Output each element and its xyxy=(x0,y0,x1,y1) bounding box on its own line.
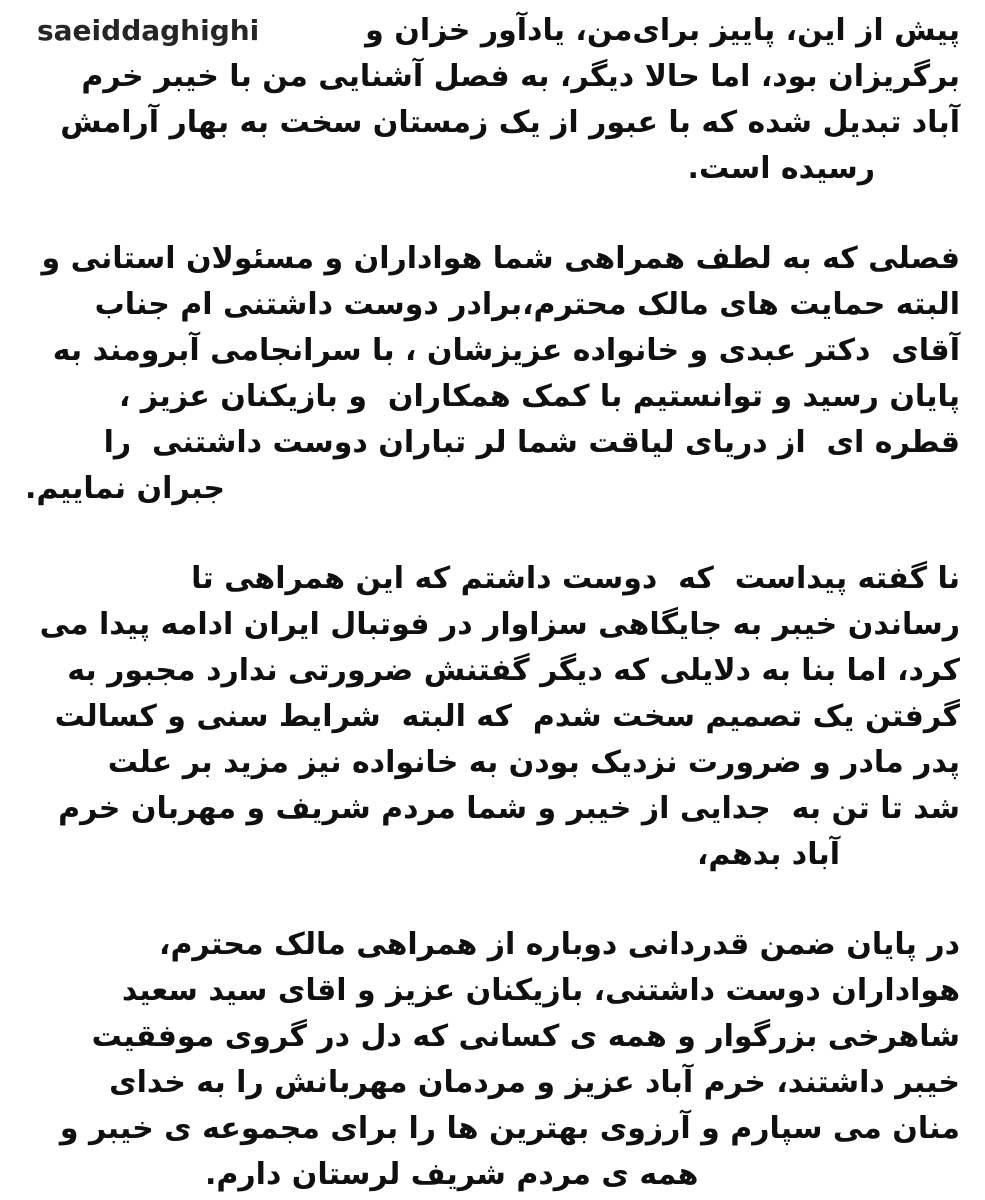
caption-paragraph xyxy=(25,556,960,878)
caption-line: آقای دکتر عبدی و خانواده عزیزشان ، با سرانجامی آبرومند به xyxy=(52,333,960,368)
caption-line: پایان رسید و توانستیم با کمک همکاران و بازیکنان عزیز ، xyxy=(118,379,960,414)
caption-line: رسیده است. xyxy=(687,151,875,186)
caption-body xyxy=(25,54,960,1198)
caption-line: البته حمایت های مالک محترم،برادر دوست داشتنی ام جناب xyxy=(94,287,960,322)
caption-paragraph xyxy=(25,922,960,1198)
caption-line: همه ی مردم شریف لرستان دارم. xyxy=(205,1157,699,1192)
caption-line: آباد تبدیل شده که با عبور از یک زمستان سخت به بهار آرامش xyxy=(60,105,960,140)
caption-line: قطره ای از دریای لیاقت شما لر تباران دوست داشتنی را xyxy=(103,425,960,460)
caption-line: نا گفته پیداست که دوست داشتم که این همراهی تا xyxy=(191,561,960,596)
caption-line: برگریزان بود، اما حالا دیگر، به فصل آشنایی من با خیبر خرم xyxy=(81,59,960,94)
caption-line: فصلی که به لطف همراهی شما هواداران و مسئولان استانی و xyxy=(41,241,960,276)
caption-line: گرفتن یک تصمیم سخت شدم که البته شرایط سنی و کسالت xyxy=(54,699,960,734)
caption-line: منان می سپارم و آرزوی بهترین ها را برای مجموعه ی خیبر و xyxy=(59,1111,960,1146)
caption-line: رساندن خیبر به جایگاهی سزاوار در فوتبال ایران ادامه پیدا می xyxy=(39,607,960,642)
caption-first-row xyxy=(25,8,960,54)
caption-line: در پایان ضمن قدردانی دوباره از همراهی مالک محترم، xyxy=(159,927,960,962)
caption-line: پدر مادر و ضرورت نزدیک بودن به خانواده نیز مزید بر علت xyxy=(107,745,960,780)
caption-line: جبران نماییم. xyxy=(25,471,225,506)
caption-paragraph xyxy=(25,236,960,512)
username-link[interactable]: saeiddaghighi xyxy=(37,14,260,47)
caption-line: هواداران دوست داشتنی، بازیکنان عزیز و اقای سید سعید xyxy=(121,973,960,1008)
caption-paragraph xyxy=(25,54,960,192)
caption-line: کرد، اما بنا به دلایلی که دیگر گفتنش ضرورتی ندارد مجبور به xyxy=(67,653,960,688)
caption-line: شاهرخی بزرگوار و همه ی کسانی که دل در گروی موفقیت xyxy=(91,1019,960,1054)
caption-line: آباد بدهم، xyxy=(697,837,840,872)
caption-line: شد تا تن به جدایی از خیبر و شما مردم شریف و مهربان خرم xyxy=(58,791,960,826)
caption-line: پیش از این، پاییز برای‌من، یادآور خزان و xyxy=(365,13,960,48)
caption-line: خیبر داشتند، خرم آباد عزیز و مردمان مهربانش را به خدای xyxy=(109,1065,960,1100)
